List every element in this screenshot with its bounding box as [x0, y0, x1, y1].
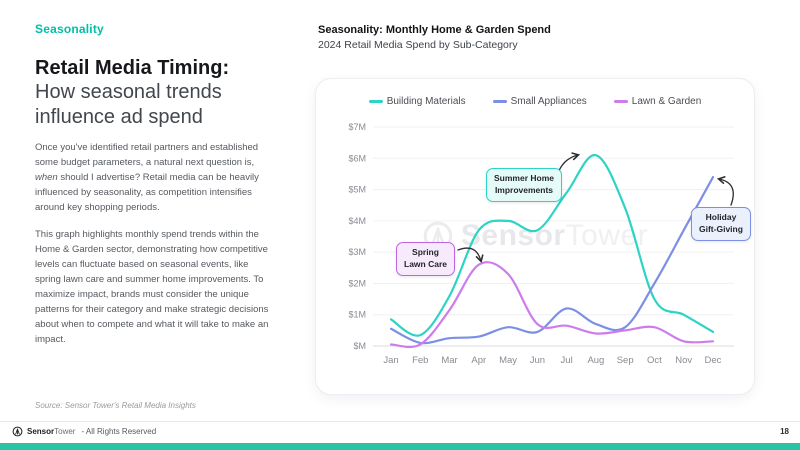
holiday-annotation-arrow [719, 179, 733, 205]
y-tick-label: $M [353, 341, 366, 351]
chart-title: Seasonality: Monthly Home & Garden Spend [318, 24, 551, 36]
annotation-spring-lawn-care [396, 242, 455, 276]
legend-item-building-materials [369, 96, 466, 107]
annotation-line: Spring [412, 247, 439, 257]
intro-text-b: should I advertise? Retail media can be heavily influenced by seasonality, as competition intensifies around key shopping periods. [35, 172, 259, 214]
page-title-rest: How seasonal trends influence ad spend [35, 81, 222, 128]
legend-item-small-appliances [493, 96, 587, 107]
y-tick-label: $5M [348, 184, 366, 195]
legend-label: Lawn & Garden [631, 96, 702, 107]
footer-divider [0, 421, 800, 422]
annotation-line: Lawn Care [404, 258, 447, 269]
x-tick-label: Jul [560, 355, 573, 366]
line-chart [316, 79, 754, 394]
footer-accent-bar [0, 443, 800, 450]
x-tick-label: May [499, 355, 518, 366]
left-column [35, 22, 269, 347]
chart-card [315, 78, 755, 395]
chart-header [318, 24, 551, 51]
footer-rights: - All Rights Reserved [81, 427, 157, 436]
x-tick-label: Mar [441, 355, 458, 366]
footer-brand [12, 426, 156, 437]
source-note: Source: Sensor Tower's Retail Media Insights [35, 401, 196, 410]
annotation-line: Holiday [705, 212, 737, 222]
footer-brand-bold: Sensor [27, 427, 55, 436]
page-title-bold: Retail Media Timing: [35, 57, 230, 79]
annotation-line: Summer Home [494, 173, 554, 183]
x-tick-label: Oct [647, 355, 662, 366]
y-tick-label: $2M [348, 278, 366, 289]
annotation-summer-home-improvements [486, 168, 562, 202]
intro-paragraph [35, 140, 269, 215]
legend-item-lawn-garden [614, 96, 702, 107]
chart-subtitle: 2024 Retail Media Spend by Sub-Category [318, 39, 518, 51]
legend-swatch-lawn-garden-icon [614, 100, 628, 103]
y-tick-label: $3M [348, 247, 366, 258]
intro-text-emphasis: when [35, 172, 58, 184]
watermark-light: Tower [565, 219, 649, 252]
x-tick-label: Jun [529, 355, 546, 366]
eyebrow-label: Seasonality [35, 22, 104, 36]
chart-legend [316, 96, 754, 107]
page-number: 18 [780, 427, 789, 436]
y-tick-label: $7M [348, 122, 366, 132]
x-tick-label: Jan [383, 355, 399, 366]
body-paragraph: This graph highlights monthly spend trends within the Home & Garden sector, demonstrating how competitive levels can fluctuate based on seasonal events, like spring lawn care and summer home improvements. To maximize impact, brands must consider the unique patterns for their category and make strategic decisions about when to compete and what it will take to make an impact. [35, 229, 269, 346]
legend-swatch-building-materials-icon [369, 100, 383, 103]
x-tick-label: Dec [704, 355, 722, 366]
y-tick-label: $1M [348, 309, 366, 320]
x-tick-label: Sep [616, 355, 634, 366]
annotation-line: Improvements [494, 184, 554, 195]
sensortower-logo-icon [12, 426, 23, 437]
legend-swatch-small-appliances-icon [493, 100, 507, 103]
footer-brand-text [27, 427, 75, 436]
x-tick-label: Feb [412, 355, 429, 366]
x-tick-label: Apr [471, 355, 487, 366]
legend-label: Small Appliances [510, 96, 587, 107]
x-tick-label: Nov [675, 355, 693, 366]
legend-label: Building Materials [386, 96, 466, 107]
footer-brand-light: Tower [54, 427, 76, 436]
x-tick-label: Aug [587, 355, 605, 366]
y-tick-label: $4M [348, 215, 366, 226]
watermark-bold: Sensor [460, 219, 566, 252]
y-tick-label: $6M [348, 153, 366, 164]
intro-text-a: Once you've identified retail partners and established some budget parameters, a natural next question is, [35, 142, 259, 169]
annotation-holiday-gift-giving [691, 207, 751, 241]
page-title [35, 56, 269, 129]
annotation-line: Gift-Giving [699, 223, 743, 234]
